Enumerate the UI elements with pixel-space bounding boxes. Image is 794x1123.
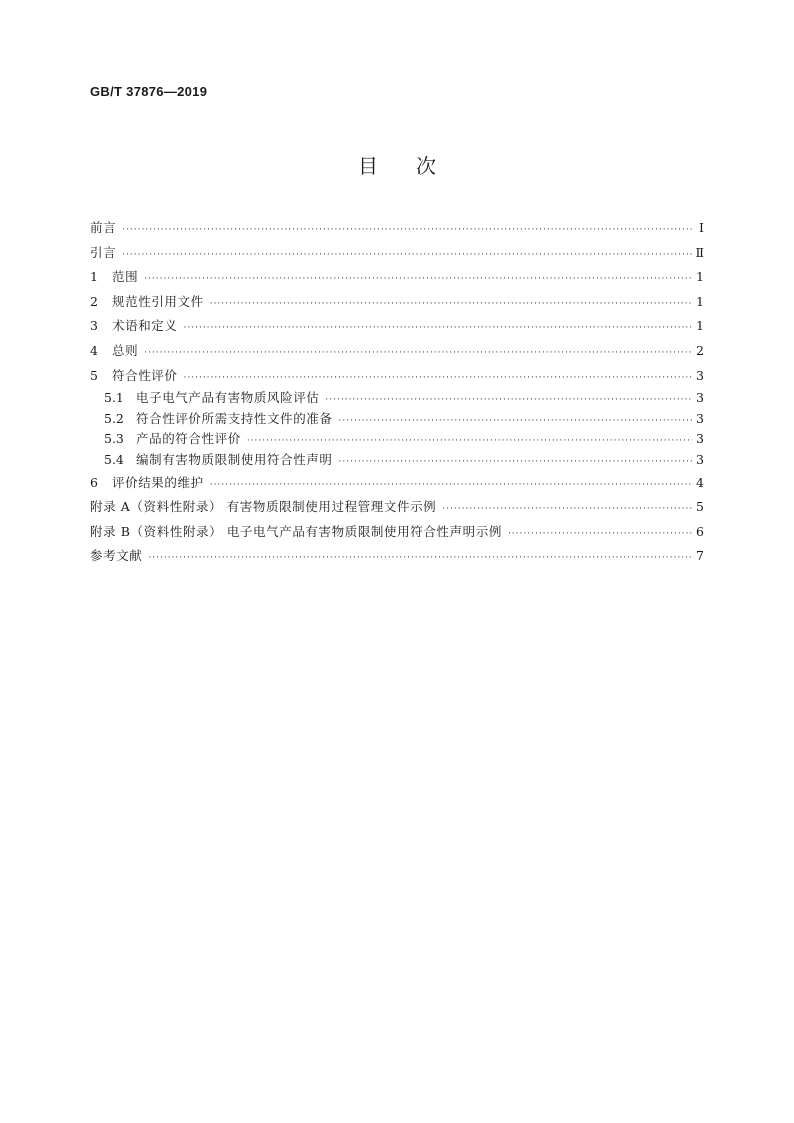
- toc-entry-label: 评价结果的维护: [112, 474, 204, 490]
- toc-entry-label: 符合性评价所需支持性文件的准备: [136, 410, 333, 426]
- toc-entry-page-number: 7: [696, 548, 704, 564]
- toc-dot-leader: [144, 341, 692, 366]
- toc-dot-leader: [144, 267, 692, 292]
- table-of-contents: [90, 216, 704, 569]
- toc-entry-label: 参考文献: [90, 548, 143, 564]
- page-title: 目次: [358, 154, 474, 178]
- toc-entry-page-number: 1: [696, 293, 704, 309]
- toc-entry-page-number: 3: [696, 410, 704, 426]
- toc-entry-label: 规范性引用文件: [112, 293, 204, 309]
- toc-dot-leader: [210, 473, 692, 498]
- toc-entry-number: 5.3: [104, 431, 124, 447]
- toc-dot-leader: [339, 411, 692, 432]
- toc-entry-number: 3: [90, 318, 98, 334]
- toc-entry-number: 5.2: [104, 410, 124, 426]
- toc-dot-leader: [442, 497, 692, 522]
- toc-entry-page-number: 5: [696, 499, 704, 515]
- toc-dot-leader: [325, 390, 692, 411]
- toc-entry-label: 引言: [90, 244, 117, 260]
- toc-entry-label: 附录 B（资料性附录） 电子电气产品有害物质限制使用符合性声明示例: [90, 523, 502, 539]
- toc-entry-page-number: Ⅰ: [699, 220, 704, 235]
- toc-dot-leader: [122, 243, 691, 268]
- toc-entry-page-number: 4: [696, 474, 704, 490]
- toc-entry-page-number: 1: [696, 269, 704, 285]
- toc-dot-leader: [247, 431, 692, 452]
- toc-dot-leader: [508, 522, 692, 547]
- toc-entry[interactable]: [90, 216, 704, 241]
- toc-entry-page-number: 3: [696, 367, 704, 383]
- toc-entry-label: 总则: [112, 342, 139, 358]
- toc-entry[interactable]: [90, 471, 704, 496]
- toc-entry-number: 5.1: [104, 390, 124, 406]
- toc-entry[interactable]: [90, 495, 704, 520]
- toc-entry[interactable]: [90, 241, 704, 266]
- toc-dot-leader: [122, 218, 692, 243]
- toc-entry-label: 术语和定义: [112, 318, 178, 334]
- toc-entry-number: 2: [90, 293, 98, 309]
- toc-entry[interactable]: [90, 265, 704, 290]
- toc-entry-page-number: 1: [696, 318, 704, 334]
- toc-entry-page-number: 3: [696, 451, 704, 467]
- toc-entry-page-number: 2: [696, 342, 704, 358]
- toc-dot-leader: [210, 292, 692, 317]
- toc-entry-label: 附录 A（资料性附录） 有害物质限制使用过程管理文件示例: [90, 499, 437, 515]
- toc-entry[interactable]: [90, 290, 704, 315]
- toc-entry-number: 5: [90, 367, 98, 383]
- toc-entry[interactable]: [90, 450, 704, 471]
- toc-entry-page-number: 6: [696, 523, 704, 539]
- toc-dot-leader: [148, 546, 692, 571]
- toc-entry-label: 前言: [90, 220, 117, 235]
- toc-entry[interactable]: [90, 364, 704, 389]
- toc-entry-number: 4: [90, 342, 98, 358]
- toc-entry[interactable]: [90, 520, 704, 545]
- toc-entry[interactable]: [90, 314, 704, 339]
- toc-entry-number: 5.4: [104, 451, 124, 467]
- toc-dot-leader: [339, 452, 692, 473]
- toc-entry-label: 范围: [112, 269, 139, 285]
- toc-entry-label: 符合性评价: [112, 367, 178, 383]
- toc-entry-number: 6: [90, 474, 98, 490]
- toc-entry-label: 产品的符合性评价: [136, 431, 241, 447]
- toc-entry[interactable]: [90, 544, 704, 569]
- toc-entry[interactable]: [90, 339, 704, 364]
- toc-entry-page-number: 3: [696, 431, 704, 447]
- toc-entry-page-number: 3: [696, 390, 704, 406]
- toc-entry[interactable]: [90, 388, 704, 409]
- document-code: GB/T 37876—2019: [90, 84, 208, 99]
- toc-entry-label: 电子电气产品有害物质风险评估: [136, 390, 320, 406]
- toc-entry[interactable]: [90, 429, 704, 450]
- toc-entry-page-number: Ⅱ: [695, 244, 704, 260]
- toc-entry-number: 1: [90, 269, 98, 285]
- toc-dot-leader: [184, 316, 692, 341]
- toc-dot-leader: [184, 366, 692, 391]
- toc-entry-label: 编制有害物质限制使用符合性声明: [136, 451, 333, 467]
- toc-entry[interactable]: [90, 409, 704, 430]
